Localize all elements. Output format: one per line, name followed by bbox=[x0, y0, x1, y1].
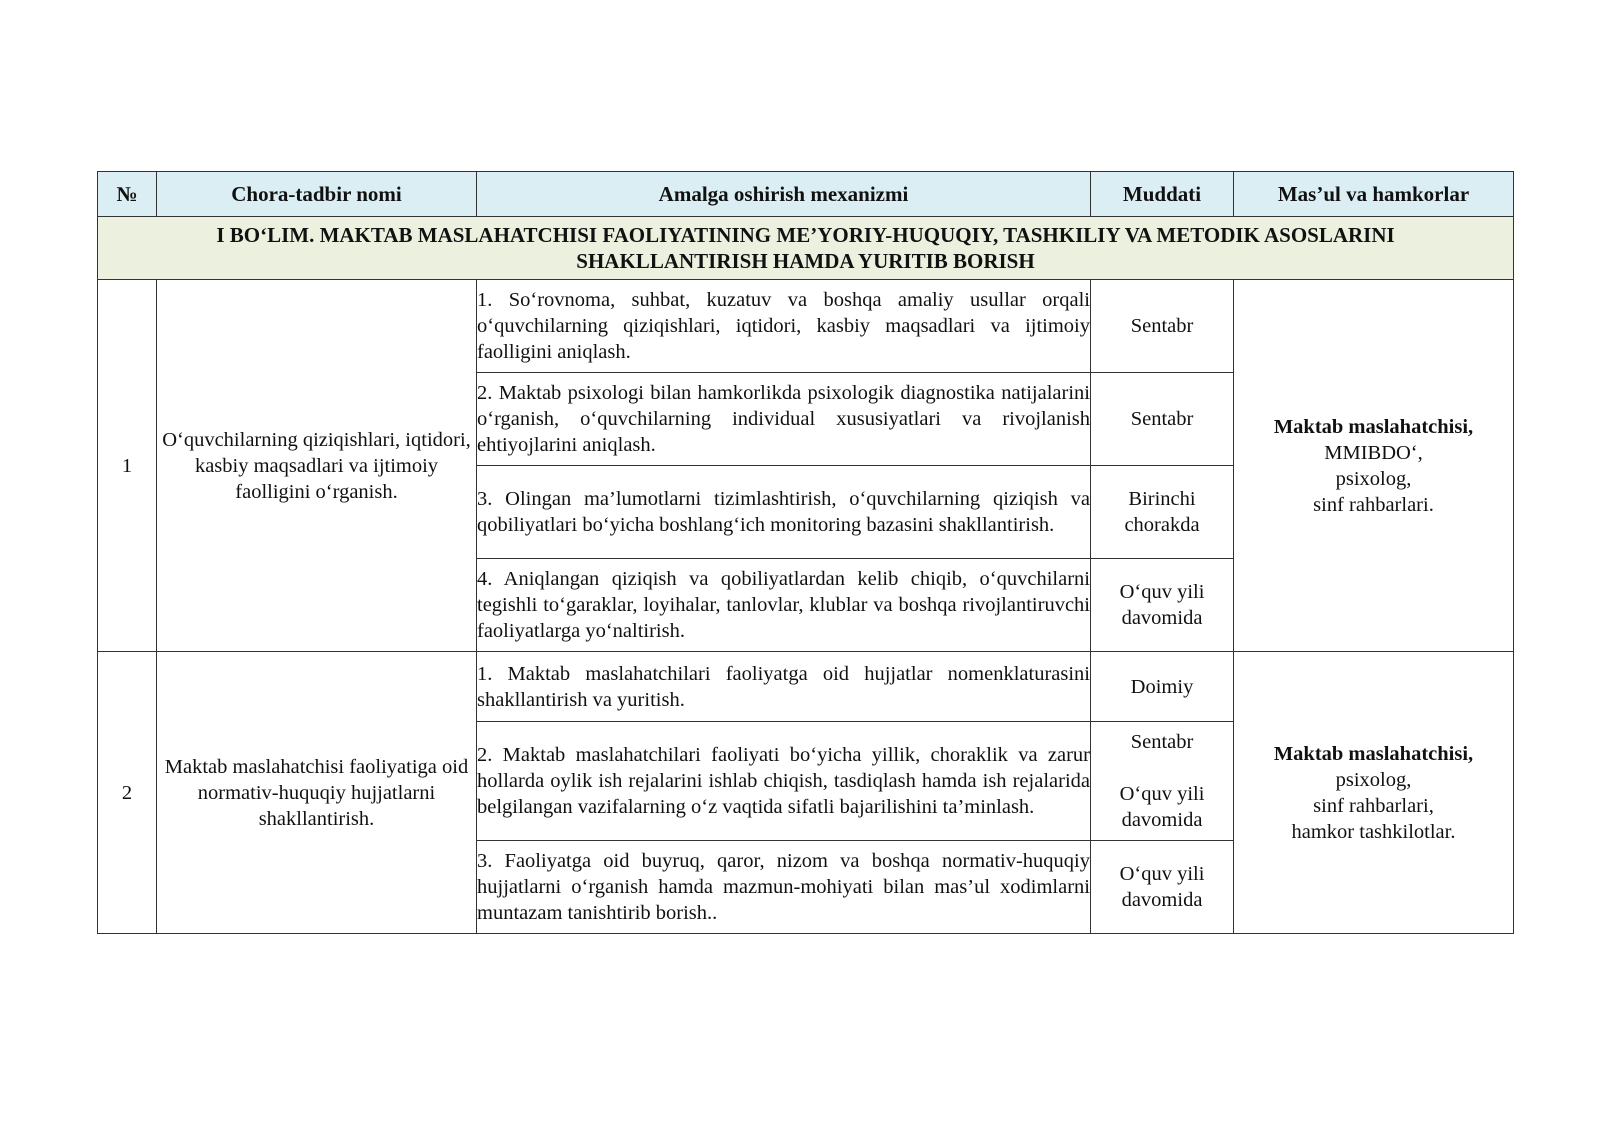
responsible-cell bbox=[1234, 652, 1514, 934]
term-cell bbox=[1091, 280, 1234, 373]
header-name: Chora-tadbir nomi bbox=[157, 172, 477, 217]
responsible-lead: Maktab maslahatchisi, bbox=[1273, 742, 1474, 765]
term-text: Sentabr bbox=[1130, 315, 1194, 337]
term-text: davomida bbox=[1121, 889, 1203, 911]
responsible-lead: Maktab maslahatchisi, bbox=[1273, 415, 1474, 438]
action-name: O‘quvchilarning qiziqishlari, iqtidori, kasbiy maqsadlari va ijtimoiy faolligini o‘rganish. bbox=[157, 280, 477, 652]
mechanism-item: 1. So‘rovnoma, suhbat, kuzatuv va boshqa amaliy usullar orqali o‘quvchilarning qiziqishlari, iqtidori, kasbiy maqsadlari va ijtimoiy faolligini aniqlash. bbox=[477, 280, 1091, 373]
term-text: Sentabr bbox=[1130, 731, 1194, 753]
term-text: Sentabr bbox=[1130, 408, 1194, 430]
mechanism-item: 1. Maktab maslahatchilari faoliyatga oid hujjatlar nomenklaturasini shakllantirish va yuritish. bbox=[477, 652, 1091, 722]
table-row bbox=[98, 652, 1514, 722]
term-text: O‘quv yili bbox=[1119, 783, 1205, 805]
term-text: O‘quv yili bbox=[1119, 863, 1205, 885]
responsible-line: sinf rahbarlari, bbox=[1313, 794, 1434, 817]
term-cell bbox=[1091, 559, 1234, 652]
term-text: Birinchi bbox=[1128, 488, 1196, 510]
header-num: № bbox=[98, 172, 157, 217]
term-cell bbox=[1091, 722, 1234, 841]
responsible-line: MMIBDO‘, bbox=[1324, 441, 1423, 464]
action-plan-table bbox=[97, 171, 1514, 934]
term-text: davomida bbox=[1121, 607, 1203, 629]
term-spacer bbox=[1091, 755, 1233, 781]
term-cell bbox=[1091, 652, 1234, 722]
responsible-line: hamkor tashkilotlar. bbox=[1291, 820, 1456, 843]
row-number: 2 bbox=[98, 652, 157, 934]
row-number: 1 bbox=[98, 280, 157, 652]
responsible-cell bbox=[1234, 280, 1514, 652]
term-cell bbox=[1091, 373, 1234, 466]
term-cell bbox=[1091, 841, 1234, 934]
header-mechanism: Amalga oshirish mexanizmi bbox=[477, 172, 1091, 217]
responsible-line: psixolog, bbox=[1335, 467, 1412, 490]
header-term: Muddati bbox=[1091, 172, 1234, 217]
mechanism-item: 4. Aniqlangan qiziqish va qobiliyatlardan kelib chiqib, o‘quvchilarni tegishli to‘garaklar, loyihalar, tanlovlar, klublar va boshqa rivojlantiruvchi faoliyatlarga yo‘naltirish. bbox=[477, 559, 1091, 652]
mechanism-item: 3. Olingan ma’lumotlarni tizimlashtirish, o‘quvchilarning qiziqish va qobiliyatlari bo‘yicha boshlang‘ich monitoring bazasini shakllantirish. bbox=[477, 466, 1091, 559]
term-text: davomida bbox=[1121, 809, 1203, 831]
section-title bbox=[98, 217, 1514, 280]
section-row bbox=[98, 217, 1514, 280]
action-name: Maktab maslahatchisi faoliyatiga oid normativ-huquqiy hujjatlarni shakllantirish. bbox=[157, 652, 477, 934]
header-responsible: Mas’ul va hamkorlar bbox=[1234, 172, 1514, 217]
mechanism-item: 2. Maktab psixologi bilan hamkorlikda psixologik diagnostika natijalarini o‘rganish, o‘quvchilarning individual xususiyatlari va rivojlanish ehtiyojlarini aniqlash. bbox=[477, 373, 1091, 466]
table-row bbox=[98, 280, 1514, 373]
header-row bbox=[98, 172, 1514, 217]
mechanism-item: 3. Faoliyatga oid buyruq, qaror, nizom va boshqa normativ-huquqiy hujjatlarni o‘rganish hamda mazmun-mohiyati bilan mas’ul xodimlarni muntazam tanishtirib borish.. bbox=[477, 841, 1091, 934]
term-text: chorakda bbox=[1124, 514, 1200, 536]
term-text: O‘quv yili bbox=[1119, 581, 1205, 603]
section-title-line-1: I BO‘LIM. MAKTAB MASLAHATCHISI FAOLIYATINING ME’YORIY-HUQUQIY, TASHKILIY VA METODIK ASOSLARINI bbox=[216, 223, 1395, 247]
responsible-line: sinf rahbarlari. bbox=[1313, 493, 1434, 516]
term-cell bbox=[1091, 466, 1234, 559]
responsible-line: psixolog, bbox=[1335, 768, 1412, 791]
term-text: Doimiy bbox=[1130, 675, 1194, 698]
mechanism-item: 2. Maktab maslahatchilari faoliyati bo‘yicha yillik, choraklik va zarur hollarda oylik ish rejalarini ishlab chiqish, tasdiqlash hamda ish rejalarida belgilangan vazifalarning o‘z vaqtida sifatli bajarilishini ta’minlash. bbox=[477, 722, 1091, 841]
section-title-line-2: SHAKLLANTIRISH HAMDA YURITIB BORISH bbox=[576, 249, 1035, 273]
